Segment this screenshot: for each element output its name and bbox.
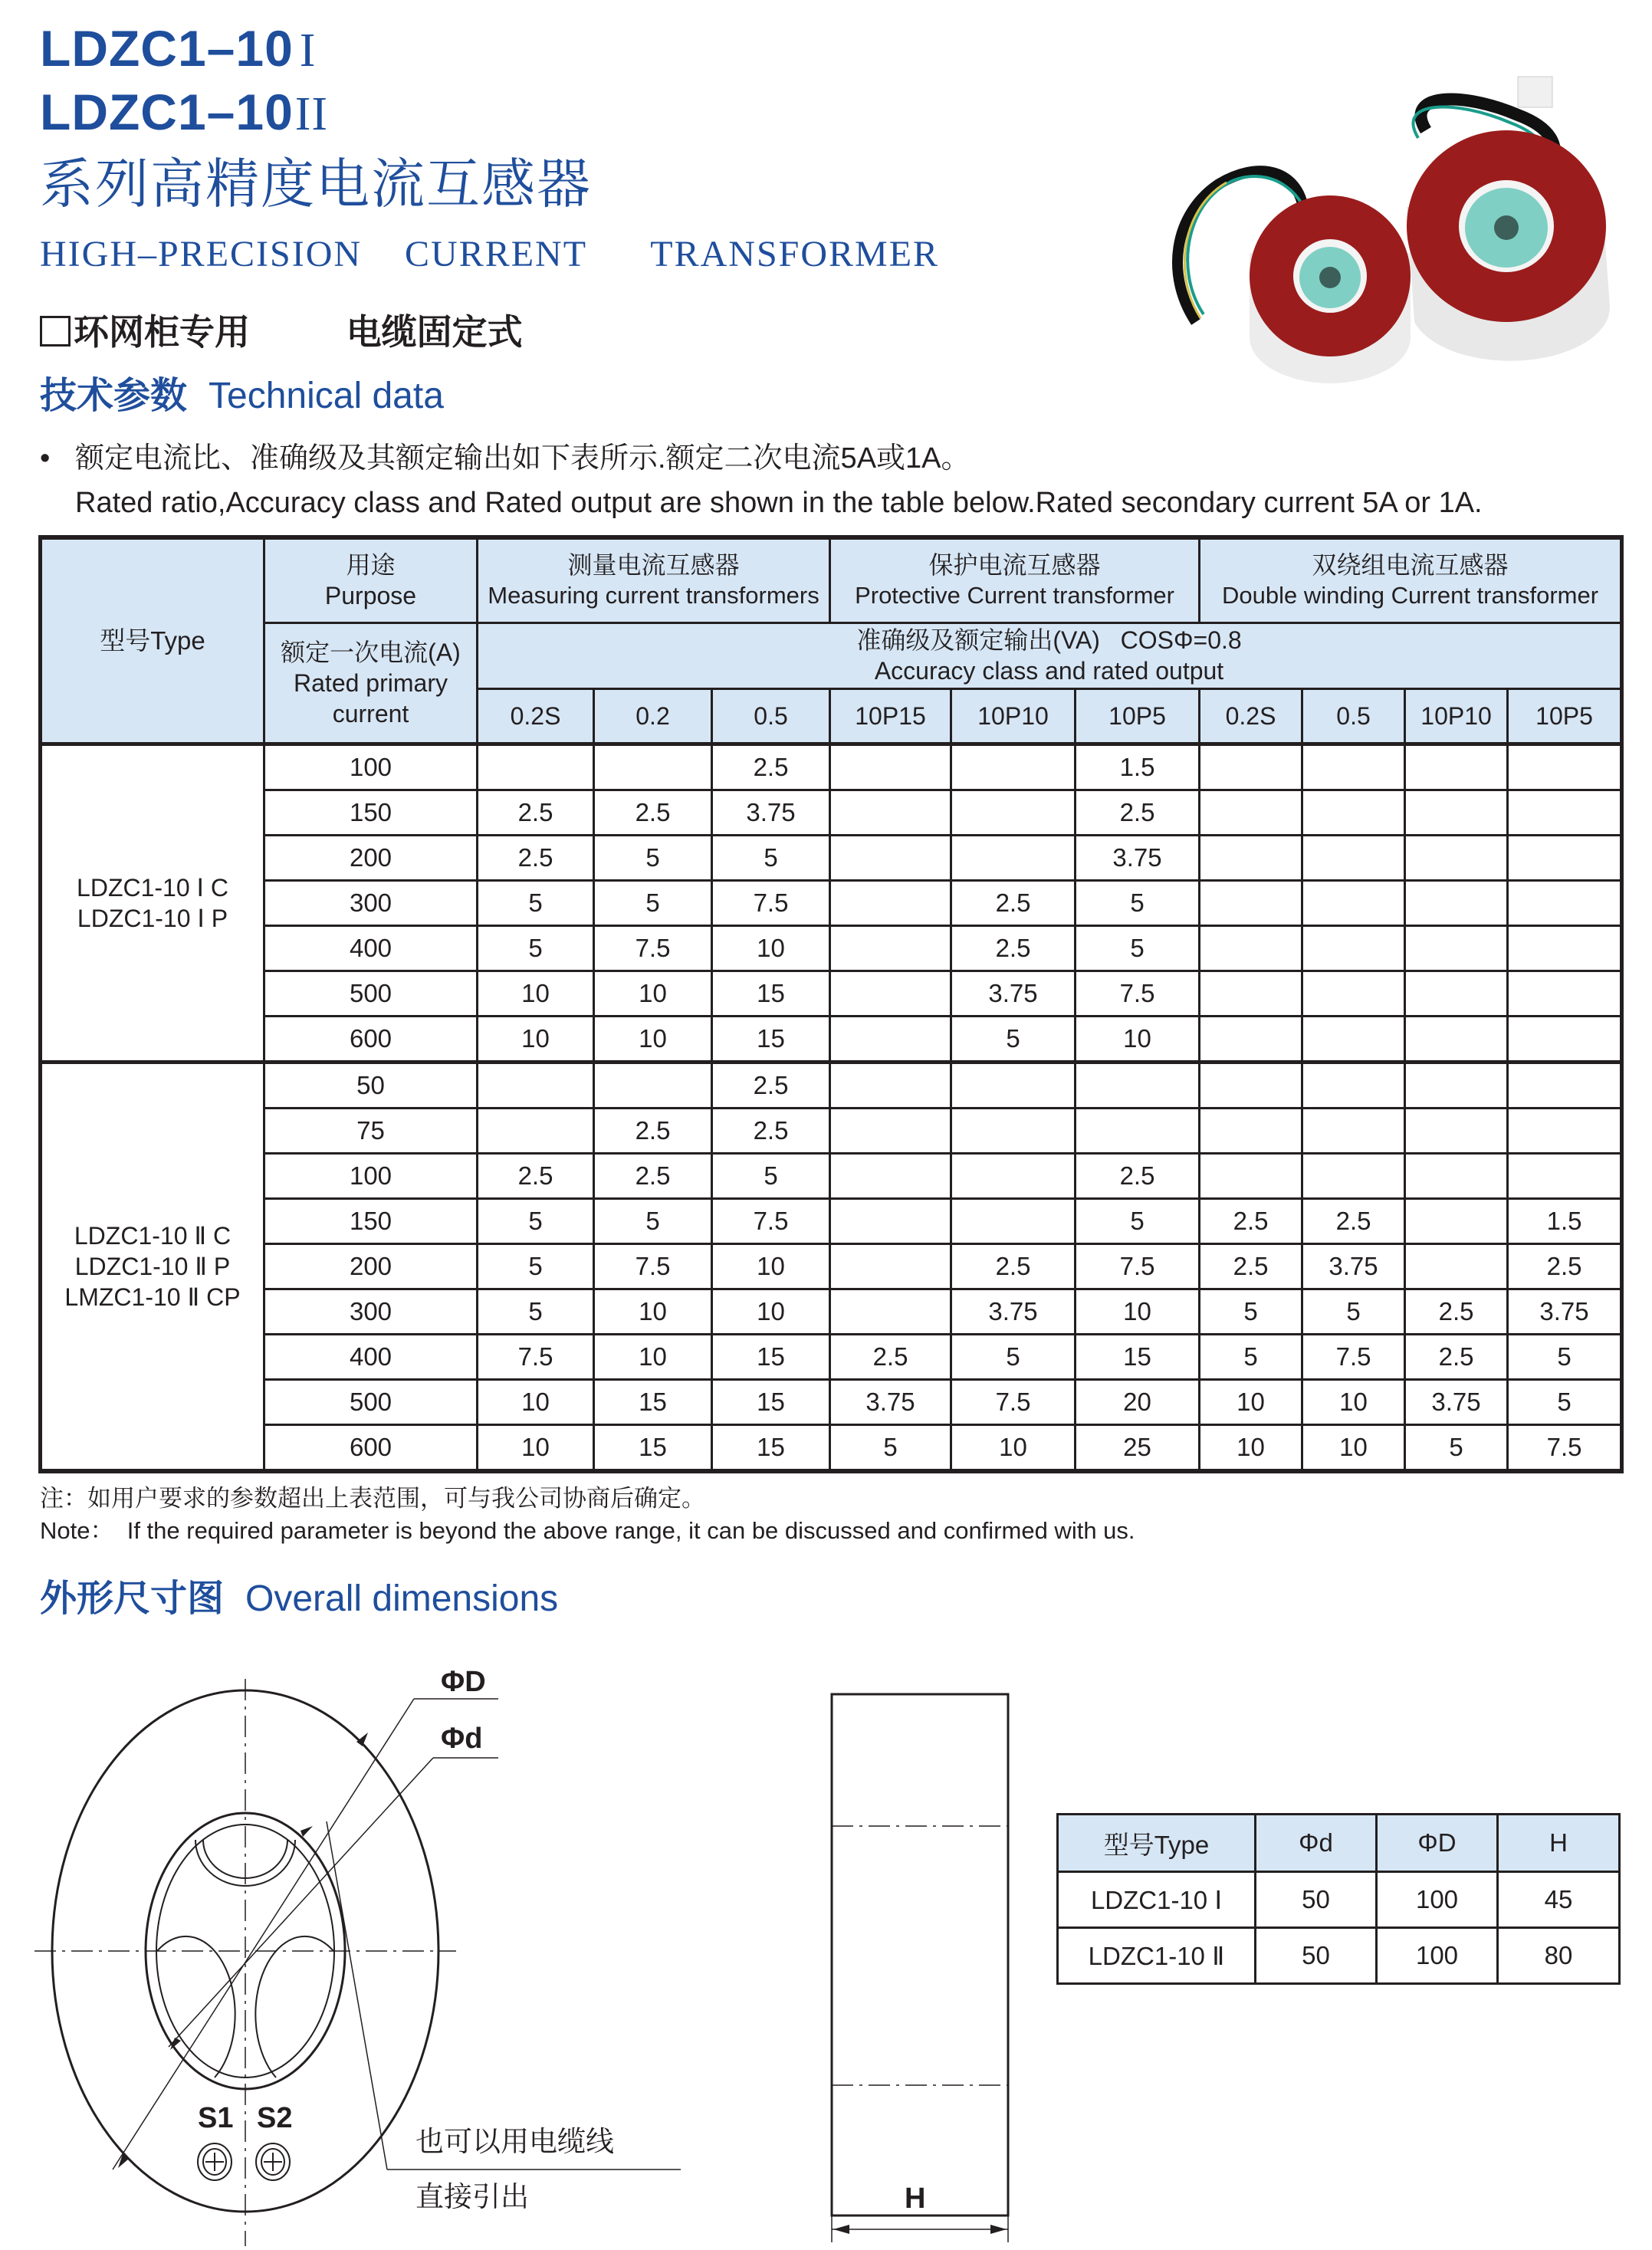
rated-output-cell bbox=[1508, 880, 1622, 925]
rated-output-cell bbox=[1508, 790, 1622, 835]
col-header: 0.5 bbox=[1302, 688, 1405, 744]
rated-output-cell: 3.75 bbox=[830, 1379, 951, 1424]
rated-output-cell bbox=[1508, 835, 1622, 880]
dim-header-type: 型号Type bbox=[1058, 1815, 1256, 1872]
type-name: LDZC1-10 Ⅰ P bbox=[77, 904, 228, 932]
primary-cn: 额定一次电流(A) bbox=[281, 638, 461, 666]
rated-output-cell: 2.5 bbox=[478, 1153, 594, 1198]
note-cn: 注：如用户要求的参数超出上表范围，可与我公司协商后确定。 bbox=[40, 1485, 705, 1512]
rated-output-cell bbox=[830, 1062, 951, 1108]
table-row bbox=[41, 1289, 1622, 1334]
rated-output-cell bbox=[830, 1016, 951, 1062]
rated-output-cell: 2.5 bbox=[1200, 1198, 1302, 1243]
rated-output-cell: 10 bbox=[712, 1289, 830, 1334]
col-header: 10P15 bbox=[830, 688, 951, 744]
checkbox-icon bbox=[40, 316, 71, 347]
rated-output-cell: 15 bbox=[712, 1016, 830, 1062]
rated-output-cell: 3.75 bbox=[712, 790, 830, 835]
dimension-drawing bbox=[31, 1648, 1027, 2250]
model-title-2-suffix: II bbox=[294, 88, 329, 140]
rated-output-cell: 3.75 bbox=[951, 1289, 1076, 1334]
table-row bbox=[41, 1108, 1622, 1153]
rated-output-cell: 10 bbox=[594, 1334, 712, 1379]
rated-output-cell: 10 bbox=[478, 971, 594, 1016]
rated-output-cell bbox=[830, 1108, 951, 1153]
table-row bbox=[41, 835, 1622, 880]
rated-output-cell: 10 bbox=[712, 1243, 830, 1289]
col-header: 10P5 bbox=[1076, 688, 1200, 744]
rated-output-cell bbox=[1200, 880, 1302, 925]
rated-output-cell: 10 bbox=[594, 1289, 712, 1334]
rated-output-cell: 5 bbox=[1076, 925, 1200, 971]
rated-output-cell: 2.5 bbox=[1076, 790, 1200, 835]
rated-output-cell: 5 bbox=[951, 1016, 1076, 1062]
rated-output-cell: 5 bbox=[1200, 1334, 1302, 1379]
primary-current-cell: 100 bbox=[264, 1153, 478, 1198]
rated-output-cell: 2.5 bbox=[712, 744, 830, 790]
rated-output-cell: 5 bbox=[1508, 1334, 1622, 1379]
dim-cell: LDZC1-10 Ⅱ bbox=[1058, 1928, 1256, 1984]
rated-output-cell bbox=[1302, 1108, 1405, 1153]
rated-output-cell bbox=[951, 790, 1076, 835]
rated-output-cell: 10 bbox=[712, 925, 830, 971]
purpose-en: Purpose bbox=[324, 582, 417, 610]
rated-output-cell bbox=[830, 1289, 951, 1334]
rated-output-cell: 5 bbox=[951, 1334, 1076, 1379]
rated-output-cell: 2.5 bbox=[1302, 1198, 1405, 1243]
rated-output-cell: 2.5 bbox=[951, 925, 1076, 971]
rated-output-cell: 20 bbox=[1076, 1379, 1200, 1424]
rated-output-cell: 5 bbox=[712, 1153, 830, 1198]
rated-output-cell bbox=[1302, 835, 1405, 880]
rated-output-cell bbox=[951, 1062, 1076, 1108]
rated-output-cell bbox=[830, 744, 951, 790]
rated-output-cell: 2.5 bbox=[1076, 1153, 1200, 1198]
primary-current-cell: 150 bbox=[264, 790, 478, 835]
table-row bbox=[41, 1062, 1622, 1108]
rated-output-cell: 5 bbox=[594, 880, 712, 925]
rated-output-cell bbox=[1508, 1062, 1622, 1108]
rated-output-cell bbox=[1200, 1062, 1302, 1108]
table-row bbox=[41, 1424, 1622, 1471]
label-cable-note-1: 也可以用电缆线 bbox=[415, 2126, 614, 2157]
label-outer-diameter: ΦD bbox=[441, 1666, 486, 1698]
col-header: 0.2S bbox=[1200, 688, 1302, 744]
dim-header-inner: Φd bbox=[1256, 1815, 1377, 1872]
col-header: 0.2S bbox=[478, 688, 594, 744]
rated-output-cell bbox=[951, 1153, 1076, 1198]
rated-output-cell: 1.5 bbox=[1508, 1198, 1622, 1243]
rated-output-cell bbox=[1200, 790, 1302, 835]
rated-output-cell: 3.75 bbox=[1405, 1379, 1508, 1424]
rated-output-cell: 5 bbox=[1076, 880, 1200, 925]
primary-current-cell: 50 bbox=[264, 1062, 478, 1108]
rated-output-cell bbox=[1200, 1108, 1302, 1153]
rated-output-cell: 7.5 bbox=[594, 925, 712, 971]
rated-output-cell bbox=[1076, 1108, 1200, 1153]
rated-output-cell: 15 bbox=[712, 1379, 830, 1424]
col-header: 10P10 bbox=[951, 688, 1076, 744]
rated-output-cell bbox=[1508, 1108, 1622, 1153]
rated-output-cell bbox=[951, 1108, 1076, 1153]
primary-current-cell: 75 bbox=[264, 1108, 478, 1153]
table-row bbox=[1058, 1928, 1620, 1984]
rated-output-cell bbox=[1200, 1016, 1302, 1062]
rated-output-cell: 2.5 bbox=[1200, 1243, 1302, 1289]
rated-output-cell bbox=[1405, 835, 1508, 880]
rated-output-cell: 15 bbox=[1076, 1334, 1200, 1379]
rated-output-cell: 2.5 bbox=[594, 1108, 712, 1153]
rated-output-cell bbox=[1405, 744, 1508, 790]
rated-output-cell: 15 bbox=[712, 1424, 830, 1471]
rated-output-cell bbox=[1302, 1062, 1405, 1108]
table-row bbox=[41, 1379, 1622, 1424]
table-row bbox=[41, 925, 1622, 971]
rated-output-cell bbox=[830, 971, 951, 1016]
table-row bbox=[41, 1243, 1622, 1289]
rated-output-cell bbox=[478, 1108, 594, 1153]
rated-output-cell bbox=[1405, 1243, 1508, 1289]
rated-output-cell: 2.5 bbox=[712, 1108, 830, 1153]
rated-output-cell bbox=[1405, 1062, 1508, 1108]
primary-en-2: current bbox=[332, 699, 409, 728]
dimension-table bbox=[1056, 1813, 1621, 1985]
rated-output-cell bbox=[1076, 1062, 1200, 1108]
rated-output-cell bbox=[830, 1153, 951, 1198]
rated-output-cell: 2.5 bbox=[1508, 1243, 1622, 1289]
primary-current-cell: 600 bbox=[264, 1016, 478, 1062]
rated-output-cell: 2.5 bbox=[594, 1153, 712, 1198]
table-row bbox=[41, 1016, 1622, 1062]
bullet-icon: • bbox=[40, 442, 51, 475]
primary-current-cell: 400 bbox=[264, 925, 478, 971]
purpose-header bbox=[264, 537, 478, 622]
table-row bbox=[41, 971, 1622, 1016]
rated-output-cell bbox=[1302, 1153, 1405, 1198]
rated-output-cell bbox=[1200, 744, 1302, 790]
rated-output-cell bbox=[830, 835, 951, 880]
dim-cell: 50 bbox=[1256, 1928, 1377, 1984]
title-cn: 系列高精度电流互感器 bbox=[40, 154, 592, 214]
rated-output-cell: 10 bbox=[1302, 1424, 1405, 1471]
type-cell bbox=[41, 744, 264, 1062]
rated-output-cell: 10 bbox=[478, 1379, 594, 1424]
label-inner-diameter: Φd bbox=[441, 1723, 483, 1755]
rated-output-cell: 10 bbox=[951, 1424, 1076, 1471]
type-name: LDZC1-10 Ⅱ C bbox=[74, 1221, 232, 1250]
rated-output-cell: 5 bbox=[1302, 1289, 1405, 1334]
primary-current-cell: 200 bbox=[264, 835, 478, 880]
rated-output-cell bbox=[1302, 880, 1405, 925]
rated-output-cell: 2.5 bbox=[1405, 1334, 1508, 1379]
type-name: LMZC1-10 Ⅱ CP bbox=[64, 1283, 241, 1311]
purpose-cn: 用途 bbox=[346, 551, 396, 580]
rated-output-cell bbox=[1405, 1198, 1508, 1243]
rated-output-cell: 7.5 bbox=[1508, 1424, 1622, 1471]
group-header-measuring bbox=[478, 537, 830, 622]
col-header: 10P5 bbox=[1508, 688, 1622, 744]
rated-output-cell: 10 bbox=[1200, 1379, 1302, 1424]
type-header: 型号Type bbox=[41, 537, 264, 744]
rated-output-cell bbox=[1302, 744, 1405, 790]
rated-output-cell bbox=[1405, 1016, 1508, 1062]
model-title-1-text: LDZC1–10 bbox=[40, 20, 294, 77]
label-s2: S2 bbox=[257, 2102, 293, 2134]
rated-output-cell bbox=[1200, 971, 1302, 1016]
rated-output-cell: 2.5 bbox=[712, 1062, 830, 1108]
dim-cell: 100 bbox=[1377, 1872, 1498, 1928]
rated-output-cell: 2.5 bbox=[594, 790, 712, 835]
rated-output-cell: 1.5 bbox=[1076, 744, 1200, 790]
accuracy-header bbox=[478, 622, 1622, 688]
dim-cell: 100 bbox=[1377, 1928, 1498, 1984]
rated-output-cell: 3.75 bbox=[951, 971, 1076, 1016]
rated-output-cell: 5 bbox=[478, 925, 594, 971]
rated-output-cell bbox=[1508, 925, 1622, 971]
rated-output-cell bbox=[951, 835, 1076, 880]
rated-output-cell bbox=[1200, 925, 1302, 971]
group-cn: 保护电流互感器 bbox=[928, 551, 1101, 580]
rated-output-cell: 15 bbox=[594, 1424, 712, 1471]
rated-output-cell: 3.75 bbox=[1302, 1243, 1405, 1289]
technical-heading-en: Technical data bbox=[209, 376, 444, 416]
primary-current-cell: 600 bbox=[264, 1424, 478, 1471]
technical-heading-cn: 技术参数 bbox=[40, 376, 188, 416]
dim-cell: 45 bbox=[1498, 1872, 1620, 1928]
dimensions-heading-en: Overall dimensions bbox=[245, 1578, 559, 1619]
dimensions-heading bbox=[40, 1578, 559, 1619]
technical-data-heading bbox=[40, 378, 444, 415]
primary-current-cell: 200 bbox=[264, 1243, 478, 1289]
rated-output-cell bbox=[830, 925, 951, 971]
rated-output-cell: 7.5 bbox=[1076, 1243, 1200, 1289]
table-row bbox=[41, 1198, 1622, 1243]
rated-output-cell bbox=[478, 1062, 594, 1108]
rated-output-cell: 2.5 bbox=[951, 880, 1076, 925]
table-row bbox=[41, 1334, 1622, 1379]
note bbox=[40, 1483, 1135, 1547]
type-name: LDZC1-10 Ⅱ P bbox=[74, 1252, 231, 1280]
rated-output-cell bbox=[830, 1198, 951, 1243]
accuracy-cn: 准确级及额定输出(VA) COSΦ=0.8 bbox=[856, 626, 1242, 654]
rated-output-cell: 3.75 bbox=[1508, 1289, 1622, 1334]
intro-text bbox=[40, 436, 1483, 525]
col-header: 0.2 bbox=[594, 688, 712, 744]
intro-line-en: Rated ratio,Accuracy class and Rated output are shown in the table below.Rated secondary current 5A or 1A. bbox=[75, 487, 1483, 519]
rated-output-cell bbox=[1508, 971, 1622, 1016]
spec-table bbox=[38, 535, 1624, 1473]
rated-output-cell: 3.75 bbox=[1076, 835, 1200, 880]
rated-output-cell: 10 bbox=[1076, 1016, 1200, 1062]
table-row bbox=[41, 790, 1622, 835]
dimensions-heading-cn: 外形尺寸图 bbox=[40, 1578, 225, 1619]
primary-current-cell: 300 bbox=[264, 1289, 478, 1334]
model-title-1 bbox=[40, 20, 317, 77]
rated-output-cell: 2.5 bbox=[951, 1243, 1076, 1289]
rated-output-cell bbox=[1405, 1153, 1508, 1198]
group-cn: 双绕组电流互感器 bbox=[1312, 551, 1509, 580]
rated-output-cell bbox=[1405, 971, 1508, 1016]
rated-output-cell: 5 bbox=[830, 1424, 951, 1471]
rated-output-cell bbox=[1302, 1016, 1405, 1062]
rated-output-cell: 7.5 bbox=[712, 1198, 830, 1243]
rated-output-cell: 15 bbox=[712, 1334, 830, 1379]
rated-output-cell: 10 bbox=[1302, 1379, 1405, 1424]
rated-output-cell: 2.5 bbox=[478, 790, 594, 835]
dim-header-height: H bbox=[1498, 1815, 1620, 1872]
rated-output-cell: 10 bbox=[1076, 1289, 1200, 1334]
model-title-2 bbox=[40, 84, 329, 140]
title-en: HIGH–PRECISION CURRENT TRANSFORMER bbox=[40, 234, 940, 274]
rated-output-cell bbox=[830, 1243, 951, 1289]
rated-output-cell: 7.5 bbox=[594, 1243, 712, 1289]
subtitle bbox=[40, 314, 523, 350]
rated-output-cell bbox=[1405, 925, 1508, 971]
rated-output-cell bbox=[478, 744, 594, 790]
rated-output-cell: 15 bbox=[712, 971, 830, 1016]
rated-output-cell bbox=[1508, 744, 1622, 790]
rated-output-cell: 2.5 bbox=[830, 1334, 951, 1379]
primary-current-cell: 500 bbox=[264, 971, 478, 1016]
col-header: 10P10 bbox=[1405, 688, 1508, 744]
dim-cell: 50 bbox=[1256, 1872, 1377, 1928]
rated-output-cell bbox=[1302, 790, 1405, 835]
model-title-2-text: LDZC1–10 bbox=[40, 84, 294, 140]
rated-output-cell: 10 bbox=[594, 971, 712, 1016]
rated-output-cell bbox=[1302, 971, 1405, 1016]
rated-output-cell: 10 bbox=[478, 1016, 594, 1062]
rated-output-cell bbox=[1302, 925, 1405, 971]
rated-output-cell: 25 bbox=[1076, 1424, 1200, 1471]
rated-output-cell: 10 bbox=[1200, 1424, 1302, 1471]
rated-output-cell bbox=[951, 1198, 1076, 1243]
rated-output-cell bbox=[594, 1062, 712, 1108]
note-en: Note： If the required parameter is beyond the above range, it can be discussed and confirmed with us. bbox=[40, 1517, 1135, 1544]
rated-output-cell: 5 bbox=[1076, 1198, 1200, 1243]
rated-output-cell: 5 bbox=[478, 880, 594, 925]
rated-output-cell bbox=[830, 880, 951, 925]
group-en: Double winding Current transformer bbox=[1222, 582, 1599, 609]
rated-output-cell: 5 bbox=[478, 1243, 594, 1289]
primary-current-cell: 300 bbox=[264, 880, 478, 925]
group-header-double-winding bbox=[1200, 537, 1622, 622]
rated-output-cell: 5 bbox=[1200, 1289, 1302, 1334]
rated-output-cell bbox=[951, 744, 1076, 790]
rated-output-cell: 2.5 bbox=[478, 835, 594, 880]
primary-current-cell: 150 bbox=[264, 1198, 478, 1243]
table-row bbox=[1058, 1872, 1620, 1928]
subtitle-left: 环网柜专用 bbox=[74, 312, 250, 352]
primary-current-cell: 100 bbox=[264, 744, 478, 790]
group-header-protective bbox=[830, 537, 1200, 622]
rated-output-cell: 5 bbox=[1405, 1424, 1508, 1471]
label-cable-note-2: 直接引出 bbox=[415, 2181, 529, 2212]
rated-output-cell: 15 bbox=[594, 1379, 712, 1424]
rated-output-cell: 5 bbox=[478, 1198, 594, 1243]
product-photo bbox=[1150, 46, 1641, 391]
col-header: 0.5 bbox=[712, 688, 830, 744]
table-row bbox=[41, 1153, 1622, 1198]
type-name: LDZC1-10 Ⅰ C bbox=[77, 873, 228, 902]
rated-output-cell: 5 bbox=[478, 1289, 594, 1334]
type-cell bbox=[41, 1062, 264, 1471]
rated-output-cell bbox=[1508, 1153, 1622, 1198]
rated-output-cell: 10 bbox=[478, 1424, 594, 1471]
rated-output-cell: 5 bbox=[1508, 1379, 1622, 1424]
subtitle-right: 电缆固定式 bbox=[346, 312, 523, 352]
label-s1: S1 bbox=[198, 2102, 234, 2134]
group-en: Protective Current transformer bbox=[855, 582, 1174, 609]
rated-output-cell: 2.5 bbox=[1405, 1289, 1508, 1334]
rated-output-cell bbox=[1405, 880, 1508, 925]
table-row bbox=[41, 880, 1622, 925]
primary-en-1: Rated primary bbox=[294, 668, 448, 697]
primary-current-cell: 400 bbox=[264, 1334, 478, 1379]
group-en: Measuring current transformers bbox=[488, 582, 819, 609]
dim-header-outer: ΦD bbox=[1377, 1815, 1498, 1872]
rated-output-cell: 5 bbox=[594, 835, 712, 880]
label-height: H bbox=[905, 2183, 926, 2215]
rated-output-cell: 10 bbox=[594, 1016, 712, 1062]
rated-output-cell: 7.5 bbox=[1076, 971, 1200, 1016]
rated-output-cell: 7.5 bbox=[951, 1379, 1076, 1424]
rated-output-cell: 5 bbox=[594, 1198, 712, 1243]
rated-output-cell bbox=[1405, 790, 1508, 835]
model-title-1-suffix: I bbox=[299, 25, 317, 77]
primary-current-cell: 500 bbox=[264, 1379, 478, 1424]
rated-output-cell: 5 bbox=[712, 835, 830, 880]
rated-output-cell: 7.5 bbox=[1302, 1334, 1405, 1379]
group-cn: 测量电流互感器 bbox=[567, 551, 740, 580]
rated-output-cell bbox=[594, 744, 712, 790]
rated-output-cell bbox=[830, 790, 951, 835]
rated-output-cell bbox=[1200, 1153, 1302, 1198]
rated-output-cell bbox=[1508, 1016, 1622, 1062]
accuracy-en: Accuracy class and rated output bbox=[874, 657, 1224, 685]
table-row bbox=[41, 744, 1622, 790]
intro-line-cn: 额定电流比、准确级及其额定输出如下表所示.额定二次电流5A或1A。 bbox=[75, 442, 971, 475]
screw-terminal-icon bbox=[198, 2143, 290, 2180]
rated-output-cell: 7.5 bbox=[712, 880, 830, 925]
rated-primary-header bbox=[264, 622, 478, 744]
rated-output-cell bbox=[1405, 1108, 1508, 1153]
dim-cell: LDZC1-10 Ⅰ bbox=[1058, 1872, 1256, 1928]
rated-output-cell bbox=[1200, 835, 1302, 880]
dim-cell: 80 bbox=[1498, 1928, 1620, 1984]
rated-output-cell: 7.5 bbox=[478, 1334, 594, 1379]
